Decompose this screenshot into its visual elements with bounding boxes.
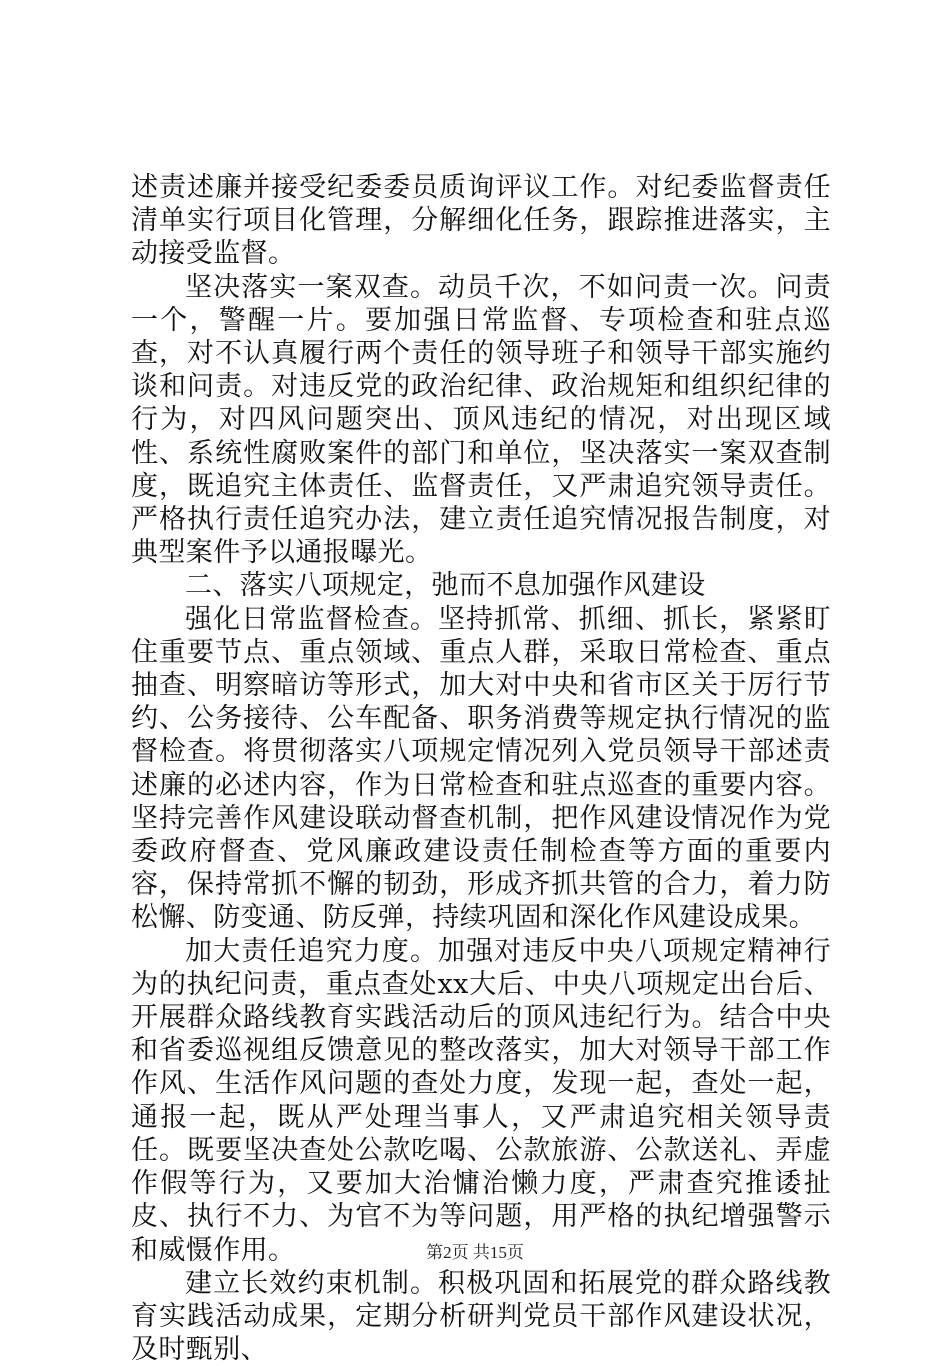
document-body <box>131 171 831 1366</box>
paragraph-2: 坚决落实一案双查。动员千次，不如问责一次。问责一个，警醒一片。要加强日常监督、专项检查和驻点巡查，对不认真履行两个责任的领导班子和领导干部实施约谈和问责。对违反党的政治纪律、政治规矩和组织纪律的行为，对四风问题突出、顶风违纪的情况，对出现区域性、系统性腐败案件的部门和单位，坚决落实一案双查制度，既追究主体责任、监督责任，又严肃追究领导责任。严格执行责任追究办法，建立责任追究情况报告制度，对典型案件予以通报曝光。 <box>131 271 831 569</box>
section-heading: 二、落实八项规定，弛而不息加强作风建设 <box>185 570 706 602</box>
page-number-footer: 第2页 共15页 <box>426 1243 524 1262</box>
paragraph-4: 加大责任追究力度。加强对违反中央八项规定精神行为的执纪问责，重点查处xx大后、中央八项规定出台后、开展群众路线教育实践活动后的顶风违纪行为。结合中央和省委巡视组反馈意见的整改落实，加大对领导干部工作作风、生活作风问题的查处力度，发现一起，查处一起，通报一起，既从严处理当事人，又严肃追究相关领导责任。既要坚决查处公款吃喝、公款旅游、公款送礼、弄虚作假等行为，又要加大治慵治懒力度，严肃查究推诿扯皮、执行不力、为官不为等问题，用严格的执纪增强警示和威慑作用。 <box>131 935 831 1266</box>
paragraph-5: 建立长效约束机制。积极巩固和拓展党的群众路线教育实践活动成果，定期分析研判党员干部作风建设状况，及时甄别、 <box>131 1267 831 1366</box>
paragraph-3: 强化日常监督检查。坚持抓常、抓细、抓长，紧紧盯住重要节点、重点领域、重点人群，采取日常检查、重点抽查、明察暗访等形式，加大对中央和省市区关于厉行节约、公务接待、公车配备、职务消费等规定执行情况的监督检查。将贯彻落实八项规定情况列入党员领导干部述责述廉的必述内容，作为日常检查和驻点巡查的重要内容。坚持完善作风建设联动督查机制，把作风建设情况作为党委政府督查、党风廉政建设责任制检查等方面的重要内容，保持常抓不懈的韧劲，形成齐抓共管的合力，着力防松懈、防变通、防反弹，持续巩固和深化作风建设成果。 <box>131 603 831 934</box>
paragraph-1: 述责述廉并接受纪委委员质询评议工作。对纪委监督责任清单实行项目化管理，分解细化任务，跟踪推进落实，主动接受监督。 <box>131 172 831 270</box>
